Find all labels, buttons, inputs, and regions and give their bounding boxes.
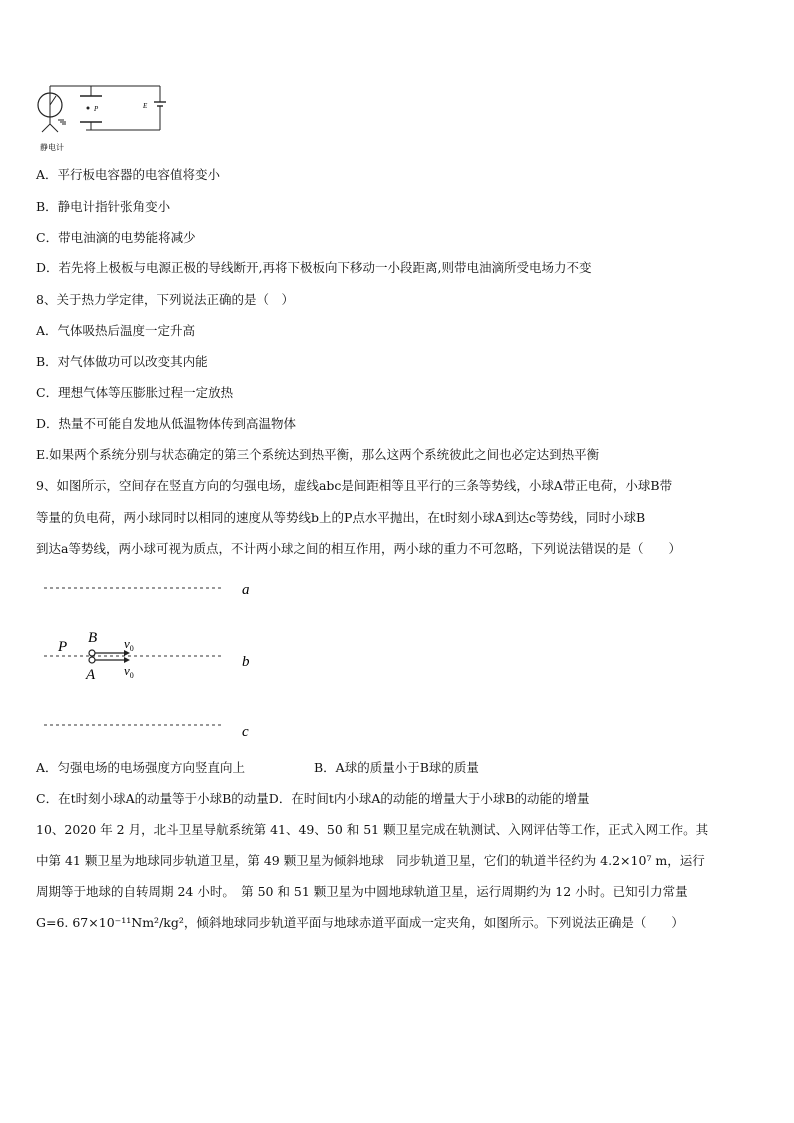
q9-stem-line1: 9、如图所示，空间存在竖直方向的匀强电场，虚线abc是间距相等且平行的三条等势线，小球A带正电荷，小球B带 [36,478,673,493]
q9-option-b: B．A球的质量小于B球的质量 [314,760,479,775]
ball-a [89,657,95,663]
emf-label: E [143,102,148,110]
point-p-label: P [94,105,99,113]
ball-b [89,650,95,656]
circuit-figure [30,84,180,156]
q9-option-a: A．匀强电场的电场强度方向竖直向上 [36,760,246,775]
q9-options-c-d: C．在t时刻小球A的动量等于小球B的动量D．在时间t内小球A的动能的增量大于小球B的动能的增量 [36,791,590,806]
equipotential-figure [40,576,280,746]
q10-line4: G=6. 67×10⁻¹¹Nm²/kg²，倾斜地球同步轨道平面与地球赤道平面成一定夹角，如图所示。下列说法正确是（ ） [36,915,684,930]
q8-option-d: D．热量不可能自发地从低温物体传到高温物体 [36,416,297,431]
q7-option-c: C．带电油滴的电势能将减少 [36,230,196,245]
ball-a-label: A [86,667,96,683]
velocity-a-label: $v_0$ [124,663,134,680]
line-a-label: a [242,582,250,598]
q8-option-c: C．理想气体等压膨胀过程一定放热 [36,385,234,400]
line-b-label: b [242,654,250,670]
q8-option-e: E.如果两个系统分别与状态确定的第三个系统达到热平衡，那么这两个系统彼此之间也必定达到热平衡 [36,447,600,462]
q9-stem-line3: 到达a等势线，两小球可视为质点，不计两小球之间的相互作用，两小球的重力不可忽略，下列说法错误的是（ ） [36,541,681,556]
q10-line2: 中第 41 颗卫星为地球同步轨道卫星，第 49 颗卫星为倾斜地球 同步轨道卫星，它们的轨道半径约为 4.2×10⁷ m，运行 [36,853,705,868]
q10-line3: 周期等于地球的自转周期 24 小时。 第 50 和 51 颗卫星为中圆地球轨道卫星，运行周期约为 12 小时。已知引力常量 [36,884,688,899]
q8-stem: 8、关于热力学定律，下列说法正确的是（ ） [36,292,294,307]
q10-line1: 10、2020 年 2 月，北斗卫星导航系统第 41、49、50 和 51 颗卫星完成在轨测试、入网评估等工作，正式入网工作。其 [36,822,709,837]
ball-b-label: B [88,630,98,646]
q8-option-a: A．气体吸热后温度一定升高 [36,323,196,338]
line-c-label: c [242,724,249,740]
q9-stem-line2: 等量的负电荷，两小球同时以相同的速度从等势线b上的P点水平抛出，在t时刻小球A到达c等势线，同时小球B [36,510,646,525]
q8-option-b: B．对气体做功可以改变其内能 [36,354,208,369]
electrometer-label: 静电计 [40,143,64,152]
point-p-label: P [58,639,68,655]
velocity-b-label: $v_0$ [124,636,134,653]
q7-option-d: D．若先将上极板与电源正极的导线断开,再将下极板向下移动一小段距离,则带电油滴所受电场力不变 [36,260,592,275]
q7-option-a: A．平行板电容器的电容值将变小 [36,167,221,182]
q7-option-b: B．静电计指针张角变小 [36,199,171,214]
